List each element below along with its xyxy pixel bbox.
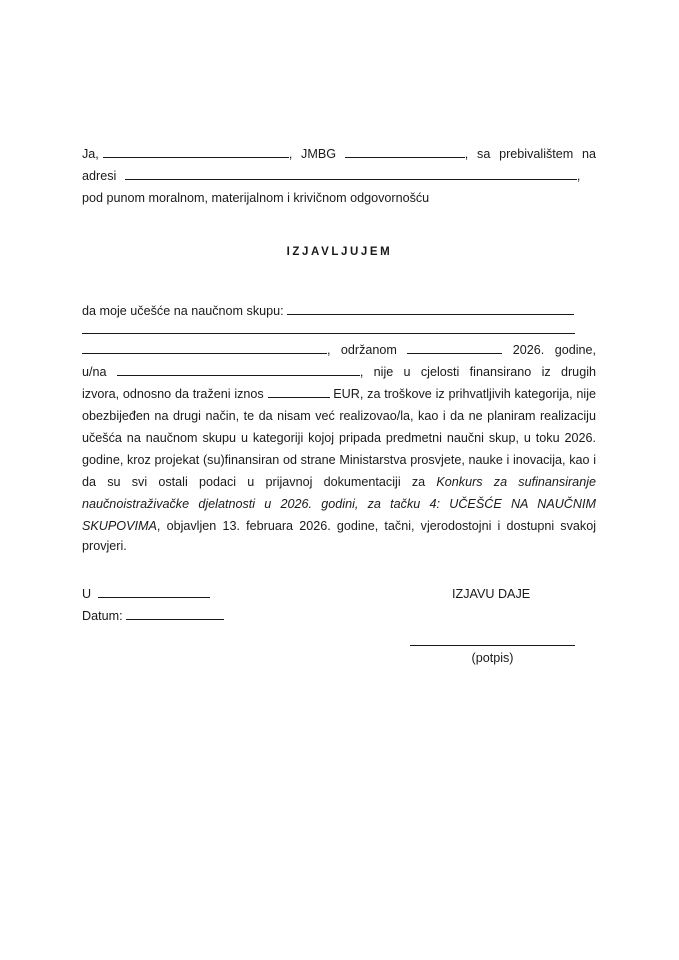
text: sa prebivalištem na — [477, 147, 597, 161]
text: , JMBG — [288, 147, 337, 161]
body-line-8: godine, kroz projekat (su)finansiran od strane Ministarstva prosvjete, nauke i inovacija, kao i — [82, 453, 596, 467]
body-line-1 — [82, 303, 574, 319]
text: , nije u cjelosti finansirano iz drugih — [359, 365, 596, 379]
body-line-3 — [82, 342, 596, 358]
text: izvora, odnosno da traženi iznos — [82, 387, 264, 401]
text: 2026. godine, — [512, 343, 597, 357]
body-line-6: obezbijeđen na drugi način, te da nisam već realizovao/la, kao i da ne planiram realizaciju — [82, 409, 596, 423]
intro-line-1 — [82, 146, 596, 162]
text: da moje učešće na naučnom skupu: — [82, 304, 284, 318]
body-line-5 — [82, 386, 596, 402]
text: da su svi ostali podaci u prijavnoj dokumentaciji za — [82, 475, 426, 489]
text: naučnoistraživačke djelatnosti u 2026. godini, za tačku 4: UČEŠĆE NA NAUČNIM — [82, 497, 596, 511]
text: EUR, za troškove iz prihvatljivih kategorija, nije — [333, 387, 597, 401]
body-line-11 — [82, 518, 596, 534]
body-line-12: provjeri. — [82, 539, 127, 553]
text: , — [464, 147, 469, 161]
text: adresi — [82, 169, 117, 183]
intro-line-2 — [82, 168, 580, 184]
text: U — [82, 587, 92, 601]
page-title: IZJAVLJUJEM — [286, 246, 393, 258]
amount-field[interactable] — [268, 386, 330, 398]
text: u/na — [82, 365, 107, 379]
signature-caption: (potpis) — [471, 651, 514, 665]
address-field[interactable] — [125, 168, 577, 180]
body-line-9 — [82, 474, 596, 490]
text: , objavljen 13. februara 2026. godine, tačni, vjerodostojni i dostupni svakoj — [156, 519, 596, 533]
text: Datum: — [82, 609, 123, 623]
text: , — [576, 169, 581, 183]
text: Konkurs za sufinansiranje — [436, 475, 596, 489]
body-line-10 — [82, 496, 596, 512]
conference-field-3[interactable] — [82, 342, 327, 354]
conference-field-2[interactable] — [82, 322, 575, 334]
name-field[interactable] — [103, 146, 289, 158]
date-field[interactable] — [126, 608, 224, 620]
body-line-2 — [82, 322, 575, 338]
jmbg-field[interactable] — [345, 146, 465, 158]
body-line-4 — [82, 364, 596, 380]
date-row — [82, 608, 224, 624]
text: Ja, — [82, 147, 99, 161]
place-field[interactable] — [98, 586, 210, 598]
place-row — [82, 586, 210, 602]
body-line-7: učešća na naučnom skupu u kategoriji kojoj pripada predmetni naučni skup, u toku 2026. — [82, 431, 596, 445]
text: , održanom — [327, 343, 397, 357]
date-held-field[interactable] — [407, 342, 502, 354]
conference-field[interactable] — [287, 303, 574, 315]
signature-line[interactable] — [410, 645, 575, 646]
intro-line-3: pod punom moralnom, materijalnom i krivičnom odgovornošću — [82, 191, 430, 205]
location-field[interactable] — [117, 364, 360, 376]
declarant-label: IZJAVU DAJE — [452, 587, 531, 601]
text: SKUPOVIMA — [82, 519, 157, 533]
